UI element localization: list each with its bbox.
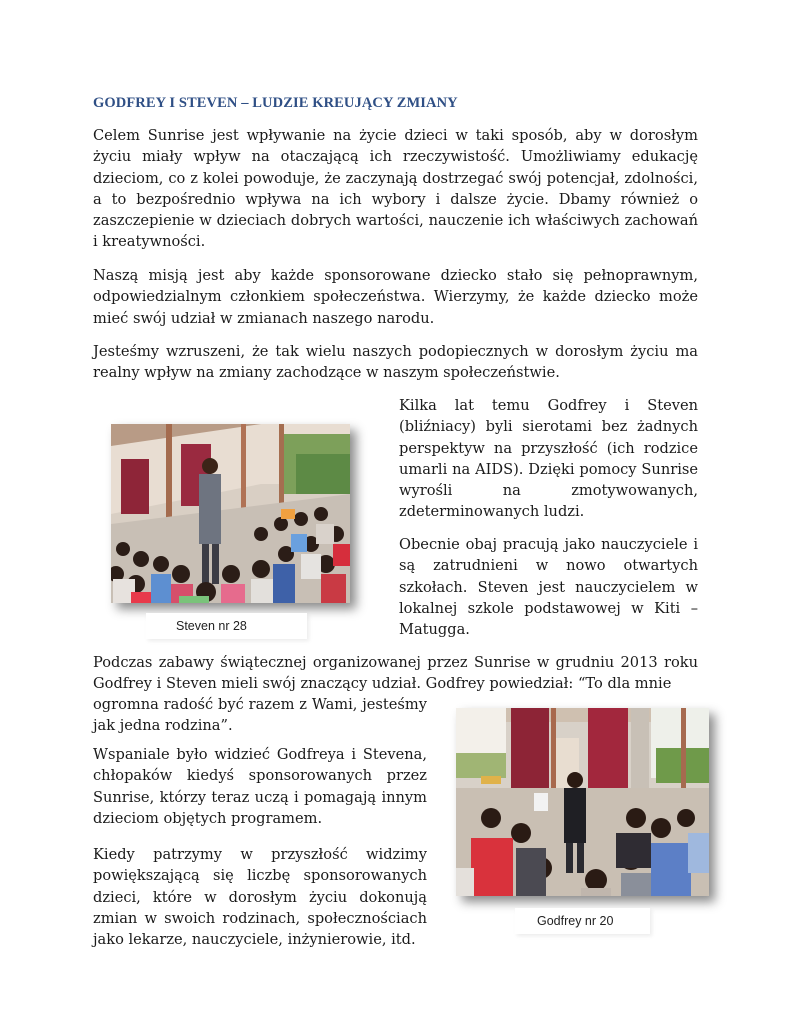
paragraph-twins: Kilka lat temu Godfrey i Steven (bliźniacy) byli sierotami bez żadnych perspektyw na przyszłość (ich rodzice umarli na AIDS). Dzięki pomocy Sunrise wyrośli na zmotywowanych, zdeterminowanych ludzi. — [399, 397, 698, 521]
godfrey-caption-box — [515, 908, 650, 934]
steven-caption: Steven nr 28 — [176, 619, 247, 633]
paragraph-quote: ogromna radość być razem z Wami, jesteśmy jak jedna rodzina”. — [93, 696, 427, 735]
paragraph-teachers: Obecnie obaj pracują jako nauczyciele i są zatrudnieni w nowo otwartych szkołach. Steven jest nauczycielem w lokalnej szkole podstawowej w Kiti – Matugga. — [399, 536, 698, 639]
godfrey-photo — [456, 708, 709, 896]
paragraph-future: Kiedy patrzymy w przyszłość widzimy powiększającą się liczbę sponsorowanych dzieci, które w dorosłym życiu dokonują zmian w swoich rodzinach, społecznościach jako lekarze, nauczyciele, inżynierowie, itd. — [93, 846, 427, 949]
page-title: GODFREY I STEVEN – LUDZIE KREUJĄCY ZMIANY — [93, 95, 458, 111]
godfrey-caption: Godfrey nr 20 — [537, 914, 614, 928]
steven-caption-box — [146, 613, 307, 639]
paragraph-intro: Celem Sunrise jest wpływanie na życie dzieci w taki sposób, aby w dorosłym życiu miały wpływ na otaczającą ich rzeczywistość. Umożliwiamy edukację dzieciom, co z kolei powoduje, że zaczynają dostrzegać swój potencjał, zdolności, a to bezpośrednio wpływa na ich wybory i dalsze życie. Dbamy również o zaszczepienie w dzieciach dobrych wartości, nauczenie ich właściwych zachowań i kreatywności. — [93, 127, 698, 251]
steven-photo — [111, 424, 350, 603]
paragraph-wonderful: Wspaniale było widzieć Godfreya i Stevena, chłopaków kiedyś sponsorowanych przez Sunrise, którzy teraz uczą i pomagają innym dzieciom objętych programem. — [93, 746, 427, 827]
paragraph-moved: Jesteśmy wzruszeni, że tak wielu naszych podopiecznych w dorosłym życiu ma realny wpływ na zmiany zachodzące w naszym społeczeństwie. — [93, 343, 698, 382]
paragraph-mission: Naszą misją jest aby każde sponsorowane dziecko stało się pełnoprawnym, odpowiedzialnym członkiem społeczeństwa. Wierzymy, że każde dziecko może mieć swój udział w zmianach naszego narodu. — [93, 267, 698, 327]
paragraph-party: Podczas zabawy świątecznej organizowanej przez Sunrise w grudniu 2013 roku Godfrey i Steven mieli swój znaczący udział. Godfrey powiedział: “To dla mnie — [93, 654, 698, 693]
